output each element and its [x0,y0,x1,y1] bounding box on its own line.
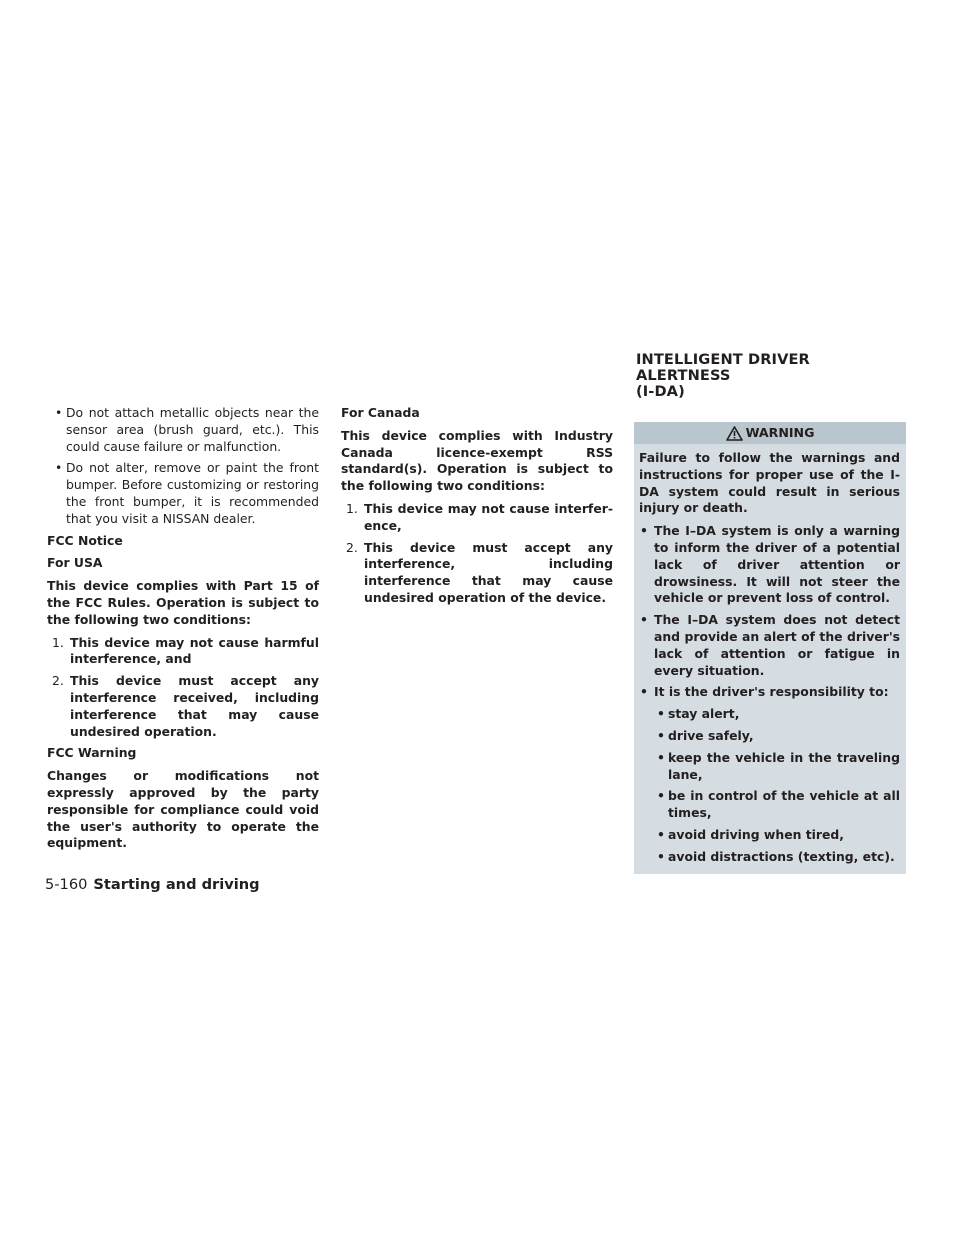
page-number: 5-160 [45,876,88,893]
warning-sub-bullet-text: avoid distractions (texting, etc). [668,848,895,864]
numbered-item: 1. This device may not cause interference, [346,500,613,533]
bullet-text: Do not alter, remove or paint the front bumper. Before customizing or restoring the front bumper, it is recommended that you visit a NISSAN dealer. [66,460,319,526]
numbered-item-text: This device may not cause interference, [364,500,613,533]
right-column [634,352,906,874]
numbered-item: 2. This device must accept any interference received, including interference that may cause undesired operation. [52,673,319,739]
numbered-item-text: This device must accept any interference, including interference that may cause undesired operation of the device. [364,539,613,605]
numbered-item-text: This device must accept any interference received, including interference that may cause undesired operation. [70,673,319,739]
fcc-warning-heading: FCC Warning [47,745,137,761]
warning-bullet-text: It is the driver's responsibility to: [654,684,889,700]
warning-triangle-icon [726,426,743,441]
warning-bullet: • The I–DA system is only a warning to inform the driver of a potential lack of driver attention or drowsiness. It will not steer the vehicle or prevent loss of control. [640,523,900,606]
page-footer [45,876,260,894]
for-canada-heading: For Canada [341,405,420,420]
warning-sub-bullet-text: keep the vehicle in the traveling lane, [668,749,900,782]
fcc-warning-text: Changes or modifications not expressly approved by the party responsible for compliance could void the user's authority to operate the equipment. [47,768,319,851]
warning-header [634,422,906,444]
left-column [47,405,319,858]
fcc-notice-heading: FCC Notice [47,532,123,548]
for-usa-heading: For USA [47,555,103,571]
warning-bullet-text: The I–DA system does not detect and provide an alert of the driver's lack of attention or fatigue in every situation. [654,612,900,678]
warning-box [634,422,906,874]
section-title: INTELLIGENT DRIVER ALERTNESS (I-DA) [636,351,810,400]
warning-sub-bullet: • avoid distractions (texting, etc). [657,848,895,864]
warning-bullet: • It is the driver's responsibility to: [640,684,889,700]
warning-bullet-text: The I–DA system is only a warning to inform the driver of a potential lack of driver attention or drowsiness. It will not steer the vehicle or prevent loss of control. [654,523,900,606]
bullet-text: Do not attach metallic objects near the sensor area (brush guard, etc.). This could cause failure or malfunction. [66,405,319,454]
warning-sub-bullet: • stay alert, [657,706,740,722]
numbered-item: 1. This device may not cause harmful interference, and [52,634,319,667]
bullet-item: • Do not attach metallic objects near the sensor area (brush guard, etc.). This could cause failure or malfunction. [55,405,319,454]
warning-sub-bullet-text: stay alert, [668,706,740,722]
warning-sub-bullet: • avoid driving when tired, [657,826,845,842]
middle-column [341,405,613,612]
warning-bullet: • The I–DA system does not detect and provide an alert of the driver's lack of attention or fatigue in every situation. [640,612,900,678]
footer-section-title: Starting and driving [93,876,260,893]
warning-label: WARNING [745,424,815,440]
warning-sub-bullet-text: drive safely, [668,727,754,743]
numbered-item-text: This device may not cause harmful interference, and [70,634,319,667]
warning-sub-bullet: • keep the vehicle in the traveling lane, [657,749,900,782]
numbered-item: 2. This device must accept any interference, including interference that may cause undesired operation of the device. [346,539,613,605]
warning-sub-bullet: • drive safely, [657,727,754,743]
warning-intro: Failure to follow the warnings and instructions for proper use of the I-DA system could result in serious injury or death. [639,450,900,516]
warning-sub-bullet-text: avoid driving when tired, [668,826,845,842]
usa-compliance-text: This device complies with Part 15 of the FCC Rules. Operation is subject to the following two conditions: [47,578,319,627]
canada-compliance-text: This device complies with Industry Canada licence-exempt RSS standard(s). Operation is subject to the following two conditions: [341,427,613,494]
warning-sub-bullet-text: be in control of the vehicle at all times, [668,788,900,821]
bullet-item: • Do not alter, remove or paint the front bumper. Before customizing or restoring the front bumper, it is recommended that you visit a NISSAN dealer. [55,460,319,526]
warning-sub-bullet: • be in control of the vehicle at all times, [657,788,900,821]
